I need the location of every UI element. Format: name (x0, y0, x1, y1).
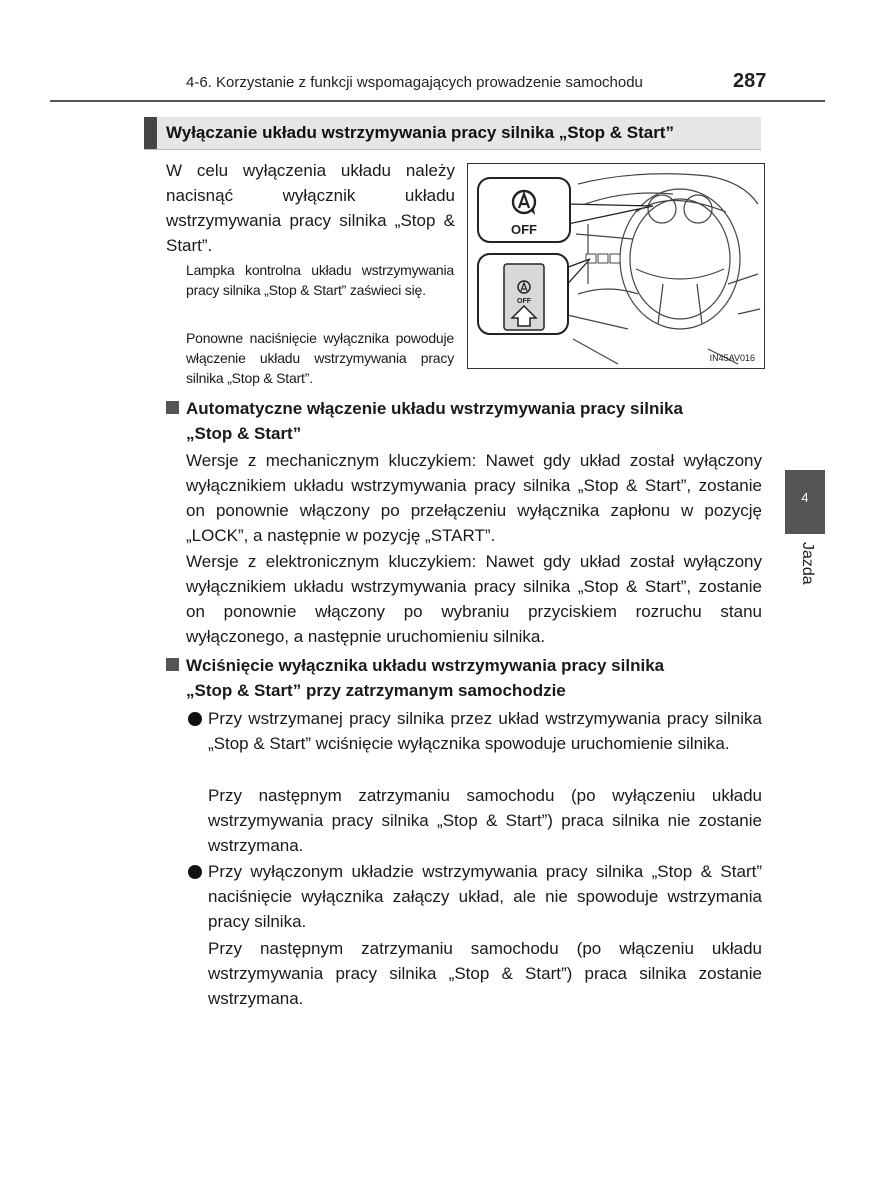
section-title-bar (144, 117, 761, 150)
section-title: Wyłączanie układu wstrzymywania pracy silnika „Stop & Start” (166, 123, 674, 142)
list-item-note: Przy następnym zatrzymaniu samochodu (po wyłączeniu układu wstrzymywania pracy silnika „Stop & Start”) praca silnika nie zostanie wstrzymana. (208, 786, 762, 855)
electronic-key-paragraph: Wersje z elektronicznym kluczykiem: Nawet gdy układ został wyłączony wyłącznikiem układu wstrzymywania pracy silnika „Stop & Start”, zostanie on ponownie włączony po wybraniu przyciskiem rozruchu stanu wyłączonego, a następnie uruchomieniu silnika. (186, 552, 762, 646)
list-item-note: Przy następnym zatrzymaniu samochodu (po włączeniu układu wstrzymywania pracy silnika „Stop & Start”) praca silnika zostanie wstrzymana. (208, 939, 762, 1008)
reactivate-note: Ponowne naciśnięcie wyłącznika powoduje włączenie układu wstrzymywania pracy silnika „Stop & Start”. (186, 330, 454, 386)
mechanical-key-paragraph: Wersje z mechanicznym kluczykiem: Nawet gdy układ został wyłączony wyłącznikiem układu wstrzymywania pracy silnika „Stop & Start”, zostanie on ponownie włączony po przełączeniu wyłącznika zapłonu w pozycję „LOCK”, a następnie w pozycję „START”. (186, 451, 762, 545)
indicator-note: Lampka kontrolna układu wstrzymywania pracy silnika „Stop & Start” zaświeci się. (186, 262, 454, 298)
chapter-number: 4 (801, 490, 809, 505)
figure-code: IN45AV016 (709, 353, 755, 363)
page-number: 287 (733, 70, 767, 92)
section-marker (144, 117, 157, 149)
list-item: Przy wyłączonym układzie wstrzymywania pracy silnika „Stop & Start” naciśnięcie wyłącznika załączy układ, ale nie spowoduje wstrzymania pracy silnika. (186, 859, 762, 934)
auto-enable-heading: Automatyczne włączenie układu wstrzymywania pracy silnika „Stop & Start” (166, 396, 762, 446)
heading-square-marker (166, 658, 179, 671)
header-divider (50, 100, 825, 102)
button-off-label: OFF (517, 298, 531, 305)
dashboard-illustration (467, 163, 765, 369)
list-item: Przy wstrzymanej pracy silnika przez układ wstrzymywania pracy silnika „Stop & Start” wciśnięcie wyłącznika spowoduje uruchomienie silnika. (186, 706, 762, 756)
running-header: 4-6. Korzystanie z funkcji wspomagających prowadzenie samochodu (186, 74, 643, 91)
bullet-icon (188, 865, 202, 879)
bullet-icon (188, 712, 202, 726)
chapter-tab (785, 470, 825, 534)
indicator-off-label: OFF (511, 222, 537, 237)
heading-square-marker (166, 401, 179, 414)
press-switch-heading: Wciśnięcie wyłącznika układu wstrzymywania pracy silnika „Stop & Start” przy zatrzymanym samochodzie (166, 653, 762, 703)
intro-text: W celu wyłączenia układu należy nacisnąć wyłącznik układu wstrzymywania pracy silnika „Stop & Start”. (166, 161, 455, 255)
chapter-name: Jazda (799, 542, 816, 585)
